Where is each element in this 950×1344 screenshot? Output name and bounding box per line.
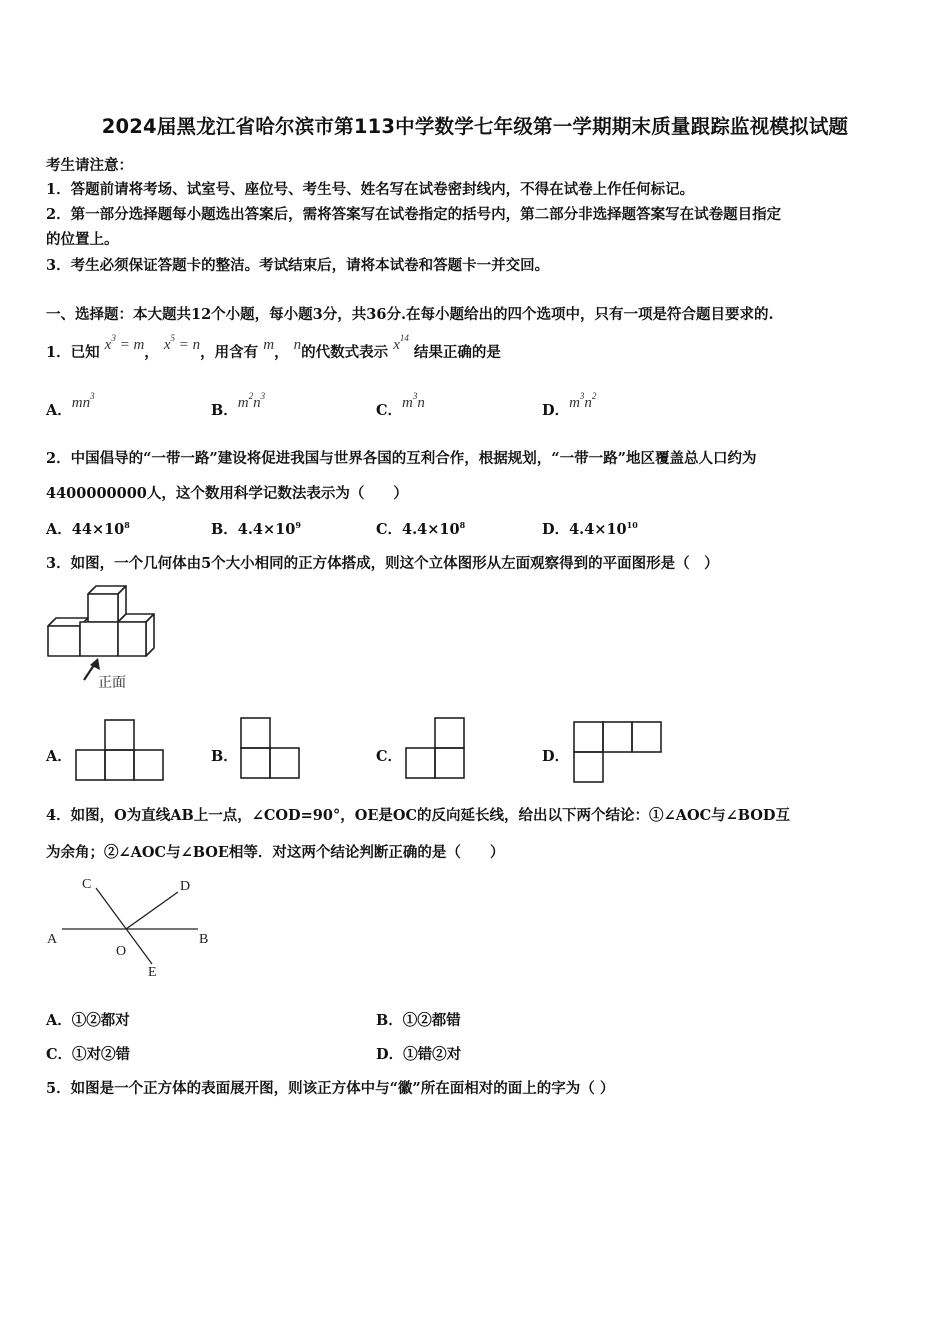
point-a-label: A <box>47 932 58 947</box>
q1-var-n: n <box>293 337 302 353</box>
q3-front-label: 正面 <box>98 676 126 691</box>
q1-text-4: 结果正确的是 <box>408 344 501 361</box>
q1-var-m: m <box>263 337 275 353</box>
q1-text-2: ，用含有 <box>200 344 259 361</box>
q4-option-c[interactable]: C．①对②错 <box>46 1046 131 1063</box>
point-b-label: B <box>199 932 209 947</box>
question-2-line-2: 4400000000人，这个数用科学记数法表示为（ ） <box>46 485 408 502</box>
notice-item-1: 1．答题前请将考场、试室号、座位号、考生号、姓名写在试卷密封线内，不得在试卷上作任何标记。 <box>46 181 695 198</box>
point-o-label: O <box>116 944 127 959</box>
section-heading: 一、选择题：本大题共12个小题，每小题3分，共36分.在每小题给出的四个选项中，只有一项是符合题目要求的. <box>46 306 774 323</box>
q3-option-c-figure[interactable] <box>404 716 468 782</box>
q2-option-d[interactable]: D．$4.4\times 10^{10}$ <box>542 520 638 538</box>
q2-option-b[interactable]: B．$4.4\times 10^9$ <box>211 520 301 538</box>
question-1: 1．已知 $x^3 = m$， $x^5 = n$，用含有 m， n的代数式表示 $x^{14}$ 结果正确的是 <box>46 333 501 361</box>
point-c-label: C <box>82 877 92 892</box>
q3-option-a-figure[interactable] <box>74 718 166 782</box>
notice-item-2-cont: 的位置上。 <box>46 231 119 248</box>
question-3: 3．如图，一个几何体由5个大小相同的正方体搭成，则这个立体图形从左面观察得到的平面图形是（ ） <box>46 555 719 572</box>
q3-option-a-label[interactable]: A． <box>46 748 72 765</box>
point-d-label: D <box>180 879 191 894</box>
q3-solid-figure <box>44 584 162 692</box>
q1-expr-2: $x^5 = n$ <box>163 333 201 353</box>
notice-heading: 考生请注意： <box>46 157 133 174</box>
q2-option-a[interactable]: A．$44\times 10^8$ <box>46 520 130 538</box>
q2-option-c[interactable]: C．$4.4\times 10^8$ <box>376 520 466 538</box>
q1-option-d[interactable]: D．$m^3n^2$ <box>542 391 597 419</box>
q4-option-a[interactable]: A．①②都对 <box>46 1012 130 1029</box>
question-2-line-1: 2．中国倡导的“一带一路”建设将促进我国与世界各国的互利合作，根据规划，“一带一路”地区覆盖总人口约为 <box>46 450 757 467</box>
question-4-line-2: 为余角；②∠AOC与∠BOE相等．对这两个结论判断正确的是（ ） <box>46 844 505 861</box>
point-e-label: E <box>148 965 157 980</box>
question-4-line-1: 4．如图，O为直线AB上一点，∠COD=90°，OE是OC的反向延长线，给出以下两个结论：①∠AOC与∠BOD互 <box>46 807 790 824</box>
q4-angle-figure <box>44 872 216 982</box>
q1-text-3: 的代数式表示 <box>301 344 389 361</box>
q3-option-d-label[interactable]: D． <box>542 748 570 765</box>
q1-option-b[interactable]: B．$m^2n^3$ <box>211 391 266 419</box>
q4-option-b[interactable]: B．①②都错 <box>376 1012 461 1029</box>
q1-expr-1: $x^3 = m$ <box>104 333 145 353</box>
q1-option-c[interactable]: C．$m^3n$ <box>376 391 425 419</box>
q1-option-a[interactable]: A．$mn^3$ <box>46 391 95 419</box>
q1-expr-3: $x^{14}$ <box>393 333 409 353</box>
q3-option-d-figure[interactable] <box>572 720 664 784</box>
notice-item-2: 2．第一部分选择题每小题选出答案后，需将答案写在试卷指定的括号内，第二部分非选择题答案写在试卷题目指定 <box>46 206 782 223</box>
question-5: 5．如图是一个正方体的表面展开图，则该正方体中与“徽”所在面相对的面上的字为（ ） <box>46 1080 615 1097</box>
q1-text-1: 1．已知 <box>46 344 100 361</box>
q3-option-c-label[interactable]: C． <box>376 748 403 765</box>
notice-item-3: 3．考生必须保证答题卡的整洁。考试结束后，请将本试卷和答题卡一并交回。 <box>46 257 550 274</box>
q3-option-b-figure[interactable] <box>239 716 303 782</box>
exam-title: 2024届黑龙江省哈尔滨市第113中学数学七年级第一学期期末质量跟踪监视模拟试题 <box>101 115 849 138</box>
q4-option-d[interactable]: D．①错②对 <box>376 1046 462 1063</box>
q3-option-b-label[interactable]: B． <box>211 748 238 765</box>
